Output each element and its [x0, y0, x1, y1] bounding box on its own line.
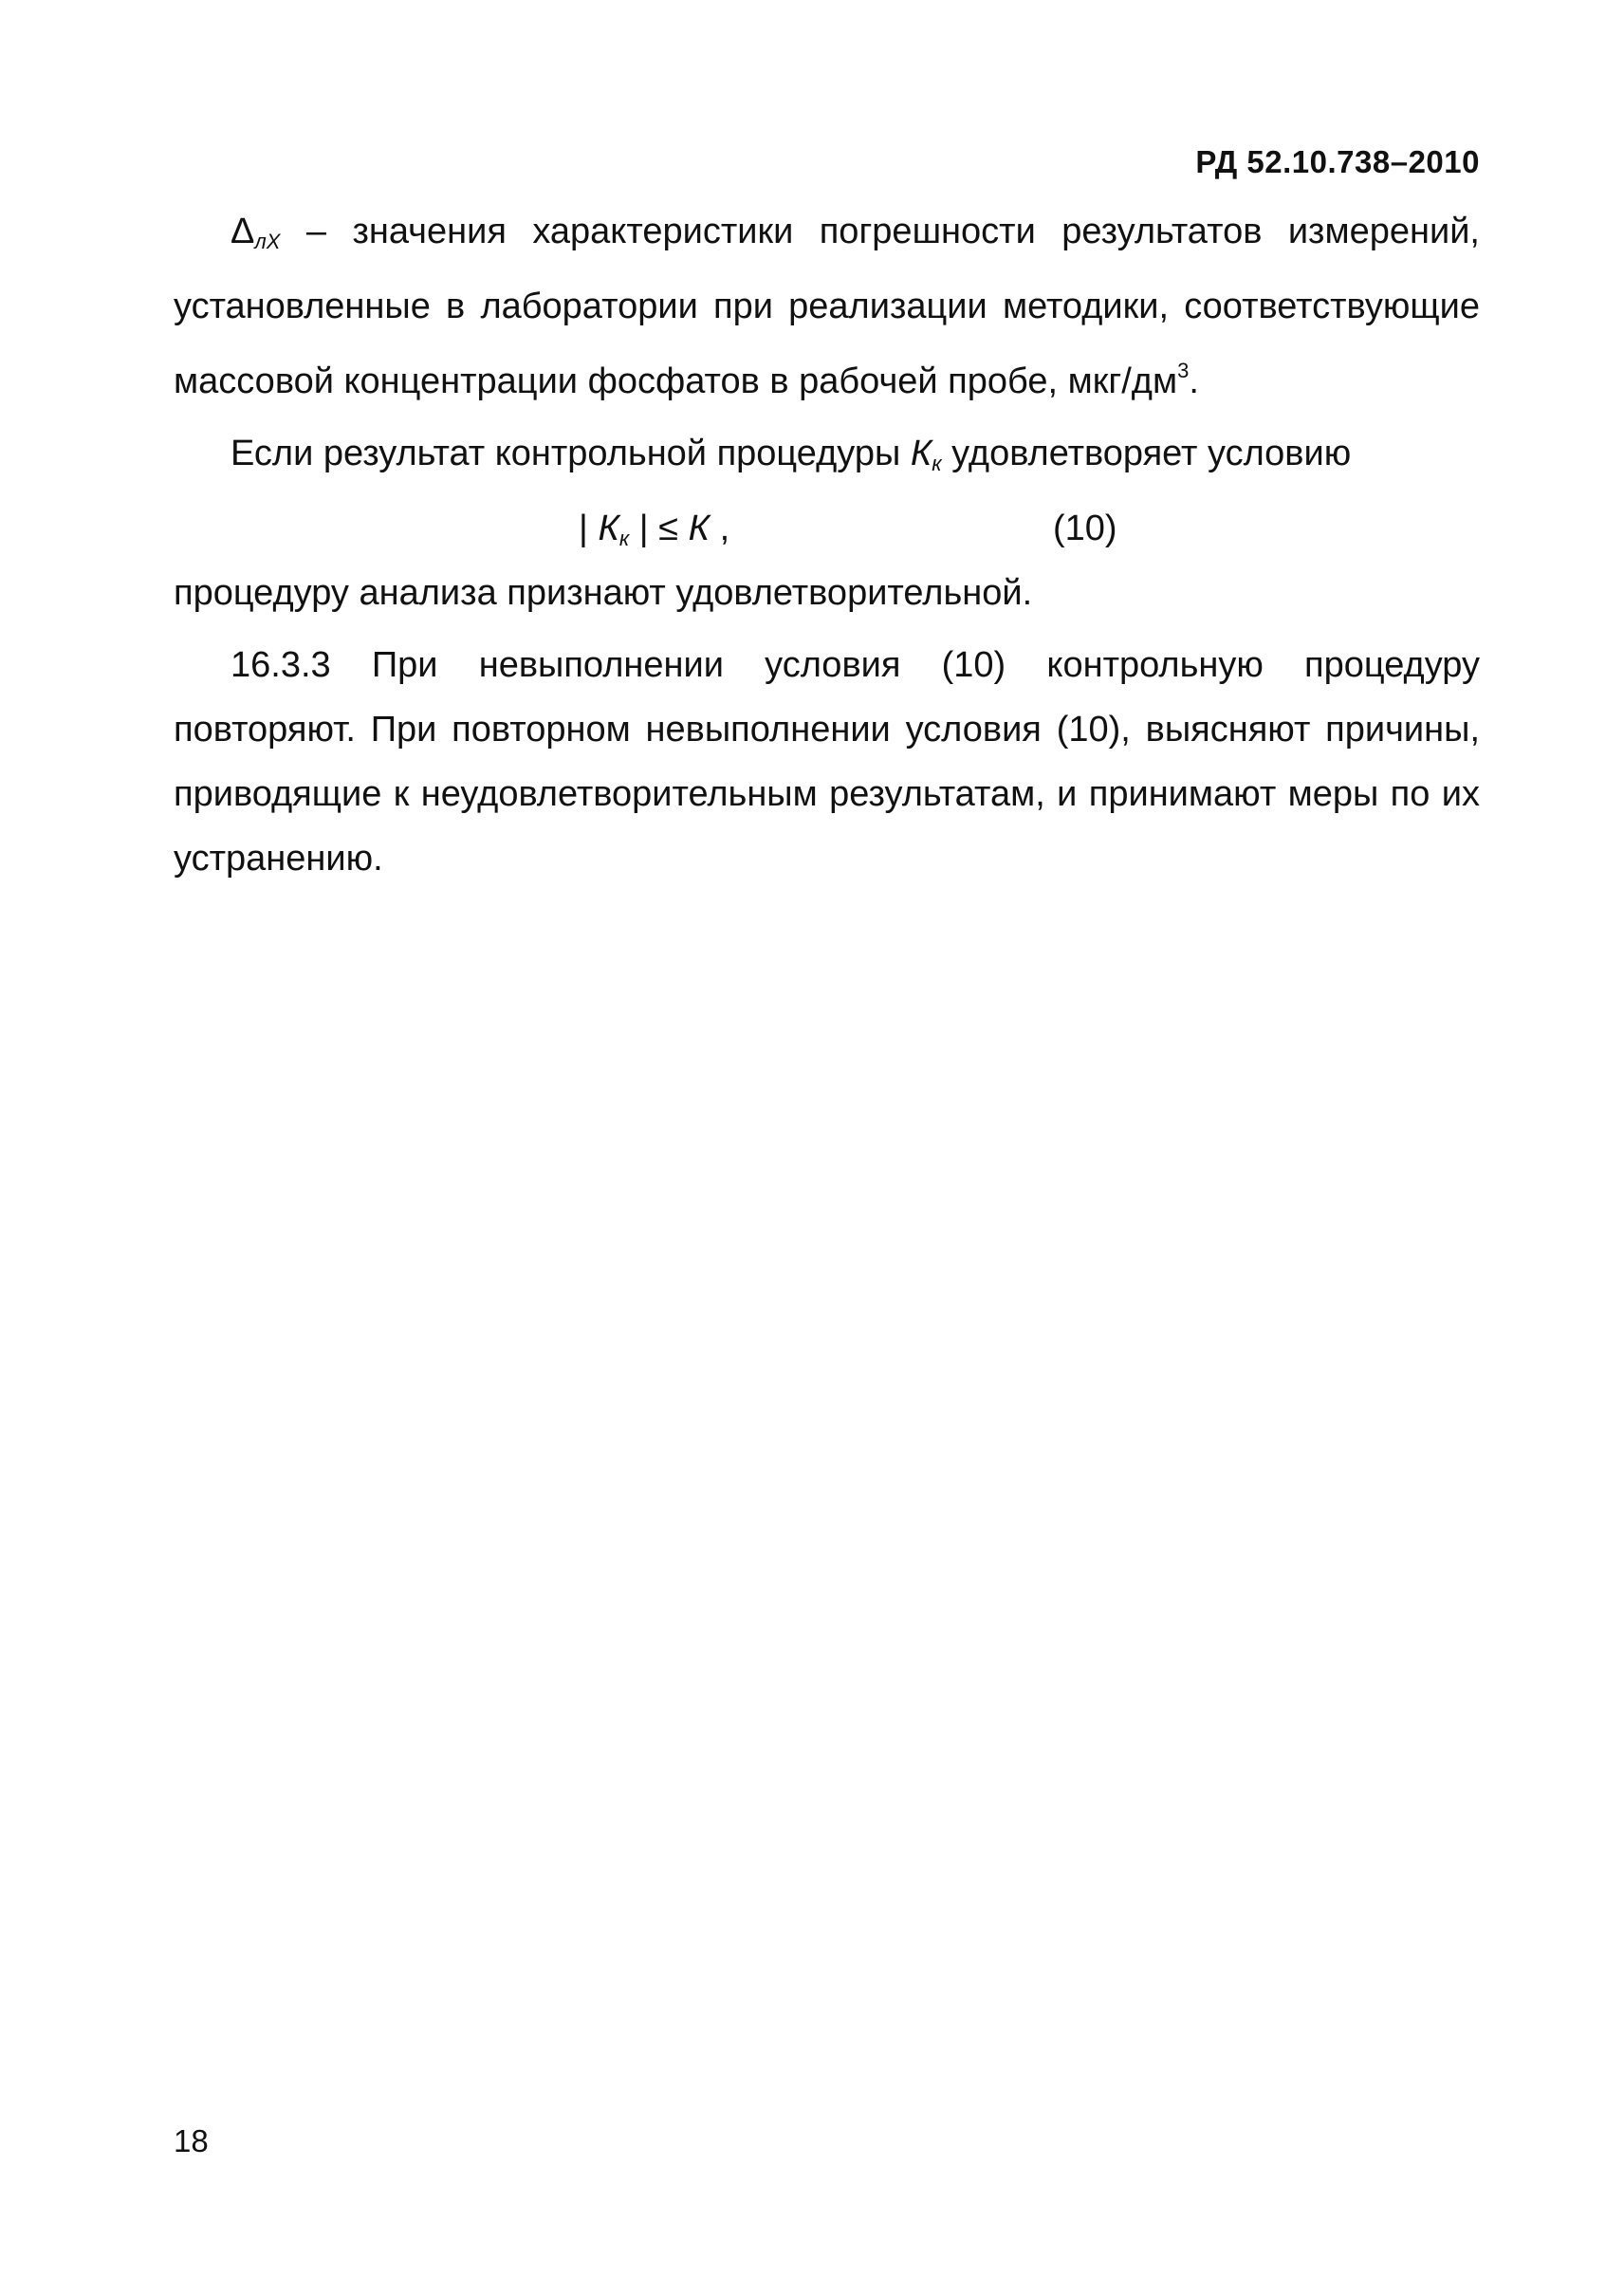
delta-subscript: лХ: [254, 230, 281, 253]
condition-symbol: К: [910, 434, 932, 473]
definition-text: значения характеристики погрешности результатов измерений, установленные в лаборатории при реализации методики, соответствующие массовой концентрации фосфатов в рабочей пробе, мкг/дм: [174, 212, 1480, 401]
formula: [579, 496, 729, 571]
definition-end: .: [1189, 361, 1199, 401]
condition-text-after: удовлетворяет условию: [941, 434, 1352, 473]
clause-paragraph: [174, 633, 1480, 891]
conclusion-paragraph: процедуру анализа признают удовлетворительной.: [174, 573, 1033, 613]
formula-bar-close: | ≤: [629, 509, 689, 548]
clause-text: При невыполнении условия (10) контрольную процедуру повторяют. При повторном невыполнении условия (10), выясняют причины, приводящие к неудовлетворительным результатам, и принимают меры по их устранению.: [174, 645, 1480, 879]
condition-symbol-subscript: к: [932, 452, 942, 475]
unit-power: 3: [1177, 359, 1190, 382]
formula-number: (10): [1053, 509, 1117, 548]
condition-text-before: Если результат контрольной процедуры: [231, 434, 911, 473]
condition-paragraph: [174, 421, 1480, 496]
formula-bar-open: |: [579, 509, 599, 548]
formula-row: [174, 496, 1480, 561]
definition-paragraph: [174, 199, 1480, 414]
spacer: [174, 625, 1480, 633]
delta-symbol: Δ: [231, 212, 255, 251]
formula-rhs: К: [688, 509, 710, 548]
definition-dash: –: [280, 212, 353, 251]
document-code: РД 52.10.738–2010: [1195, 144, 1480, 179]
spacer: [174, 414, 1480, 421]
page-number: 18: [174, 2123, 209, 2158]
formula-symbol-subscript: к: [618, 527, 630, 550]
clause-number: 16.3.3: [231, 645, 331, 685]
formula-symbol: К: [598, 509, 619, 548]
page-content: [174, 199, 1480, 891]
formula-comma: ,: [710, 509, 730, 548]
